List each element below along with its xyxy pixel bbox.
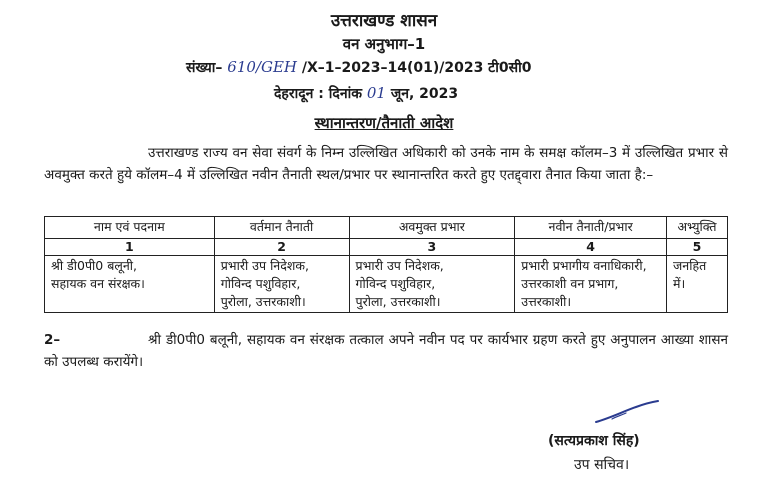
cell-line: प्रभारी प्रभागीय वनाधिकारी, [521, 258, 647, 273]
department-title: वन अनुभाग–1 [342, 35, 426, 53]
cell-new-posting [515, 256, 667, 313]
cell-relieved-charge [349, 256, 515, 313]
order-paragraph-1 [44, 142, 728, 186]
header-relieved-charge: अवमुक्त प्रभार [349, 217, 515, 239]
ref-rest: /X–1–2023–14(01)/2023 टी0सी0 [301, 60, 532, 76]
paragraph-1-text: उत्तराखण्ड राज्य वन सेवा संवर्ग के निम्न उल्लिखित अधिकारी को उनके नाम के समक्ष कॉलम–3 में उल्लिखित प्रभार से अवमुक्त करते हुये कॉलम–4 में उल्लिखित नवीन तैनाती स्थल/प्रभार पर स्थानान्तरित करते हुए एतद्द्वारा तैनात किया जाता है:– [44, 145, 728, 183]
column-number: 5 [667, 239, 728, 256]
cell-line: गोविन्द पशुविहार, [220, 276, 301, 291]
transfer-table [44, 216, 728, 313]
place-date [274, 84, 458, 103]
cell-line: में। [673, 276, 686, 291]
header-current-posting: वर्तमान तैनाती [214, 217, 349, 239]
date-rest: जून, 2023 [390, 86, 459, 102]
column-number: 2 [214, 239, 349, 256]
cell-line: श्री डी0पी0 बलूनी, [51, 258, 137, 273]
subject-text: स्थानान्तरण/तैनाती आदेश [314, 114, 454, 132]
table-header-row [45, 217, 728, 239]
cell-line: सहायक वन संरक्षक। [51, 276, 145, 291]
cell-line: प्रभारी उप निदेशक, [355, 258, 444, 273]
column-number: 1 [45, 239, 215, 256]
order-paragraph-2 [44, 329, 728, 373]
column-number: 3 [349, 239, 515, 256]
paragraph-2-number: 2– [44, 332, 61, 348]
cell-line: पुरोला, उत्तरकाशी। [355, 294, 441, 309]
table-row [45, 256, 728, 313]
column-number: 4 [515, 239, 667, 256]
cell-line: गोविन्द पशुविहार, [355, 276, 436, 291]
ref-label: संख्या– [186, 60, 223, 76]
cell-name [45, 256, 215, 313]
date-handwritten: 01 [366, 84, 386, 102]
signature-mark [592, 398, 662, 428]
reference-number [186, 58, 531, 77]
table-number-row [45, 239, 728, 256]
paragraph-2-text: श्री डी0पी0 बलूनी, सहायक वन संरक्षक तत्काल अपने नवीन पद पर कार्यभार ग्रहण करते हुए अनुपालन आख्या शासन को उपलब्ध करायेंगे। [44, 332, 728, 370]
header-new-posting: नवीन तैनाती/प्रभार [515, 217, 667, 239]
cell-line: प्रभारी उप निदेशक, [220, 258, 309, 273]
place-date-label: देहरादून : दिनांक [274, 86, 362, 102]
cell-line: उत्तरकाशी वन प्रभाग, [521, 276, 619, 291]
cell-line: जनहित [673, 258, 707, 273]
government-title: उत्तराखण्ड शासन [330, 11, 438, 31]
header-remarks: अभ्युक्ति [667, 217, 728, 239]
subject-heading [0, 113, 768, 133]
signatory-name: (सत्यप्रकाश सिंह) [548, 433, 640, 449]
cell-line: पुरोला, उत्तरकाशी। [220, 294, 306, 309]
cell-line: उत्तरकाशी। [521, 294, 572, 309]
signatory-designation: उप सचिव। [574, 457, 630, 473]
cell-remarks [667, 256, 728, 313]
header-name: नाम एवं पदनाम [45, 217, 215, 239]
ref-handwritten: 610/GEH [227, 58, 297, 76]
cell-current-posting [214, 256, 349, 313]
